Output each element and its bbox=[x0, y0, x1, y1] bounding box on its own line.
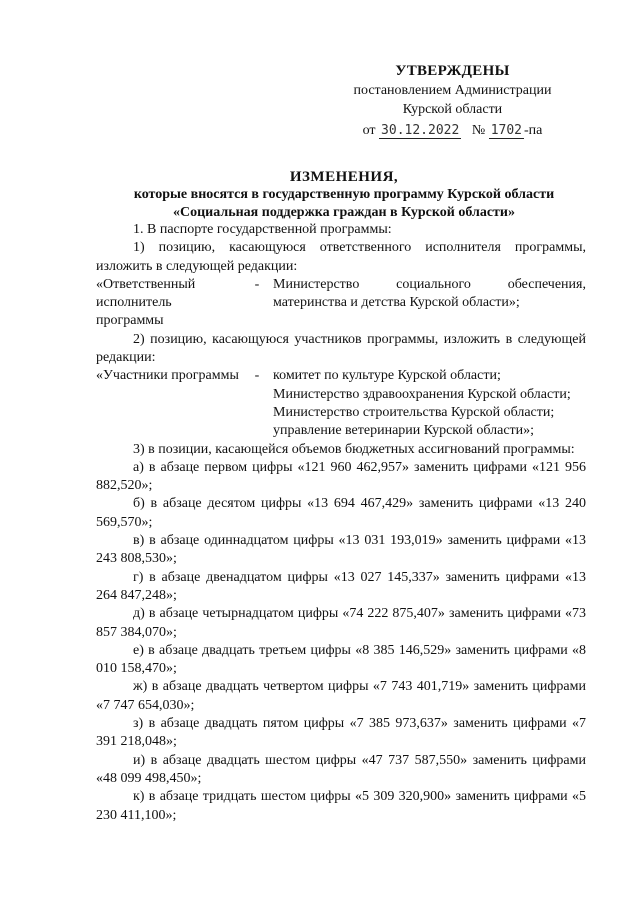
title-main: ИЗМЕНЕНИЯ, bbox=[289, 169, 399, 185]
participant-item: комитет по культуре Курской области; bbox=[273, 368, 501, 384]
amendment-item: а) в абзаце первом цифры «121 960 462,957» заменить цифрами «121 956 882,520»; bbox=[96, 459, 586, 494]
paragraph-3: 2) позицию, касающуюся участников программы, изложить в следующей редакции: bbox=[96, 331, 586, 366]
title-line-3: «Социальная поддержка граждан в Курской области» bbox=[172, 205, 515, 220]
amendment-item: д) в абзаце четырнадцатом цифры «74 222 875,407» заменить цифрами «73 857 384,070»; bbox=[96, 606, 586, 640]
number-prefix: № bbox=[471, 123, 486, 138]
amendment-item: в) в абзаце одиннадцатом цифры «13 031 193,019» заменить цифрами «13 243 808,530»; bbox=[96, 533, 586, 567]
participant-item: Министерство здравоохранения Курской области; bbox=[273, 386, 571, 402]
amendment-item: з) в абзаце двадцать пятом цифры «7 385 973,637» заменить цифрами «7 391 218,048»; bbox=[96, 716, 586, 750]
participants-row bbox=[96, 367, 586, 440]
paragraph-1: 1. В паспорте государственной программы: bbox=[133, 222, 392, 237]
paragraph-4: 3) в позиции, касающейся объемов бюджетных ассигнований программы: bbox=[133, 441, 575, 457]
number-suffix: -па bbox=[524, 123, 543, 138]
approval-heading: УТВЕРЖДЕНЫ bbox=[395, 63, 510, 79]
amendment-item: и) в абзаце двадцать шестом цифры «47 737 587,550» заменить цифрами «48 099 498,450»; bbox=[96, 752, 586, 786]
amendment-item: б) в абзаце десятом цифры «13 694 467,429» заменить цифрами «13 240 569,570»; bbox=[96, 496, 586, 530]
responsible-row bbox=[96, 276, 586, 331]
participant-item: Министерство строительства Курской области; bbox=[273, 404, 555, 420]
approval-line-2: Курской области bbox=[402, 102, 503, 117]
approval-line-1: постановлением Администрации bbox=[353, 83, 552, 98]
date-prefix: от bbox=[362, 123, 376, 138]
amendment-item: е) в абзаце двадцать третьем цифры «8 385 146,529» заменить цифрами «8 010 158,470»; bbox=[96, 642, 586, 677]
title-line-2: которые вносятся в государственную программу Курской области bbox=[133, 187, 555, 202]
participants-values bbox=[273, 367, 586, 440]
approval-stamp bbox=[330, 62, 575, 140]
dash: - bbox=[254, 276, 260, 292]
document-body bbox=[96, 221, 586, 825]
approval-date: 30.12.2022 bbox=[381, 123, 460, 138]
participants-label: «Участники программы bbox=[96, 368, 239, 384]
dash: - bbox=[254, 368, 260, 384]
approval-date-line bbox=[330, 121, 575, 140]
amendment-item: ж) в абзаце двадцать четвертом цифры «7 743 401,719» заменить цифрами «7 747 654,030»; bbox=[96, 679, 586, 713]
paragraph-2: 1) позицию, касающуюся ответственного исполнителя программы, изложить в следующей редакции: bbox=[96, 240, 586, 274]
amendment-item: к) в абзаце тридцать шестом цифры «5 309 320,900» заменить цифрами «5 230 411,100»; bbox=[96, 789, 586, 823]
participant-item: управление ветеринарии Курской области»; bbox=[273, 423, 535, 439]
document-title bbox=[80, 168, 608, 222]
approval-number: 1702 bbox=[490, 123, 522, 138]
responsible-value: Министерство социального обеспечения, материнства и детства Курской области»; bbox=[273, 276, 586, 311]
responsible-label: «Ответственный исполнитель программы bbox=[96, 276, 196, 329]
amendment-item: г) в абзаце двенадцатом цифры «13 027 145,337» заменить цифрами «13 264 847,248»; bbox=[96, 569, 586, 603]
